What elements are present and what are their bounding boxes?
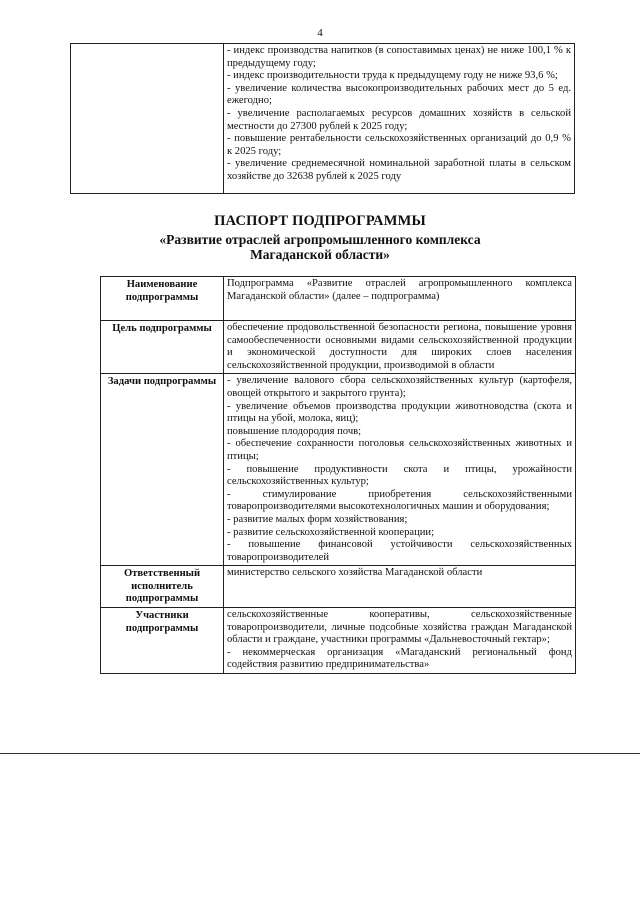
table-row [101, 374, 576, 566]
table-row [101, 566, 576, 608]
task-item: - повышение продуктивности скота и птицы, урожайности сельскохозяйственных культур; [227, 463, 572, 488]
indicator-item: - индекс производства напитков (в сопоставимых ценах) не ниже 100,1 % к предыдущему году; [227, 45, 571, 69]
participant-item: сельскохозяйственные кооперативы, сельскохозяйственные товаропроизводители, личные подсобные хозяйства граждан Магаданской области и граждане, участники программы «Дальневосточный гектар»; [227, 609, 572, 646]
passport-table [100, 276, 576, 674]
indicator-item: - увеличение количества высокопроизводительных рабочих мест до 5 ед. ежегодно; [227, 82, 571, 107]
task-item: - увеличение объемов производства продукции животноводства (скота и птицы на убой, молока, яиц); [227, 400, 572, 425]
page-number: 4 [317, 27, 323, 39]
empty-label-cell [71, 44, 224, 194]
subprogram-title [0, 232, 640, 262]
participants-label: Участники подпрограммы [101, 608, 224, 674]
indicator-item: - повышение рентабельности сельскохозяйственных организаций до 0,9 % к 2025 году; [227, 133, 571, 157]
task-item: - увеличение валового сбора сельскохозяйственных культур (картофеля, овощей открытого и закрытого грунта); [227, 375, 572, 399]
participant-item: - некоммерческая организация «Магаданский региональный фонд содействия развитию предпринимательства» [227, 646, 572, 671]
goal-label: Цель подпрограммы [101, 321, 224, 374]
goal-value: обеспечение продовольственной безопасности региона, повышение уровня самообеспеченности основными видами сельскохозяйственной продукции и экономической доступности для широких слоев населения сельскохозяйственной продукции, производимой в области [224, 321, 576, 374]
task-item: - развитие сельскохозяйственной кооперации; [227, 526, 435, 538]
passport-title: ПАСПОРТ ПОДПРОГРАММЫ [214, 213, 426, 229]
indicators-cell [224, 44, 575, 194]
indicator-item: - увеличение среднемесячной номинальной заработной платы в сельском хозяйстве до 32638 рублей к 2025 году [227, 158, 571, 182]
task-item: повышение плодородия почв; [227, 425, 362, 437]
indicator-item: - увеличение располагаемых ресурсов домашних хозяйств в сельской местности до 27300 рублей к 2025 году; [227, 107, 571, 132]
table-row [101, 608, 576, 674]
task-item: - повышение финансовой устойчивости сельскохозяйственных товаропроизводителей [227, 539, 572, 563]
task-item: - развитие малых форм хозяйствования; [227, 513, 408, 525]
table-row [101, 277, 576, 321]
subprogram-title-text: «Развитие отраслей агропромышленного комплекса Магаданской области» [159, 232, 481, 262]
participants-value [224, 608, 576, 674]
task-item: - обеспечение сохранности поголовья сельскохозяйственных животных и птицы; [227, 438, 572, 462]
table-row [71, 44, 575, 194]
tasks-label: Задачи подпрограммы [101, 374, 224, 566]
name-value: Подпрограмма «Развитие отраслей агропромышленного комплекса Магаданской области» (далее – подпрограмма) [224, 277, 576, 321]
top-continuation-table [70, 43, 575, 194]
indicator-item: - индекс производительности труда к предыдущему году не ниже 93,6 %; [227, 70, 558, 82]
name-label: Наименование подпрограммы [101, 277, 224, 321]
executor-label: Ответственный исполнитель подпрограммы [101, 566, 224, 608]
tasks-value [224, 374, 576, 566]
table-row [101, 321, 576, 374]
bottom-rule [0, 753, 640, 754]
task-item: - стимулирование приобретения сельскохозяйственными товаропроизводителями высокотехнологичных машин и оборудования; [227, 488, 572, 513]
executor-value: министерство сельского хозяйства Магаданской области [224, 566, 576, 608]
